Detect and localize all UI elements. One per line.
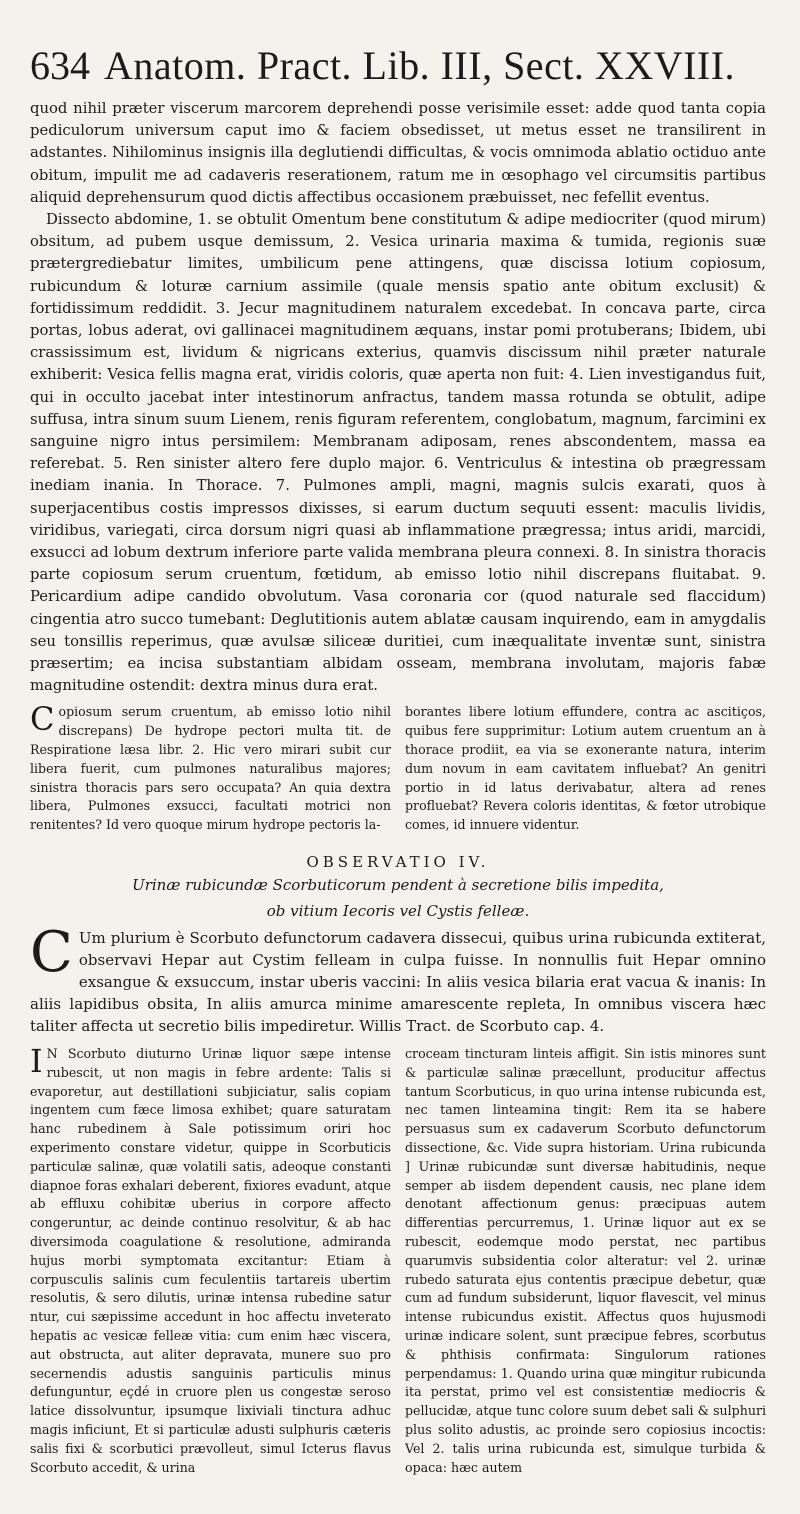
observation-commentary-columns [30, 1042, 766, 1477]
observation-subtitle-2: ob vitium Iecoris vel Cystis felleæ. [266, 902, 530, 921]
commentary-left-column [30, 700, 391, 835]
commentary-left-body: opiosum serum cruentum, ab emisso lotio nihil discrepans) De hydrope pectori multa tit. de Respiratione læsa libr. 2. Hic vero mirari subit cur libera fuerit, cum pulmones naturalibus majores; sinistra thoracis pars sero occupata? An quia dextra libera, Pulmones exsucci, facultati motrici non renitentes? Id vero quoque mirum hydrope pectoris la- [30, 704, 391, 833]
page-number: 634 [30, 43, 90, 88]
page-header [30, 42, 766, 98]
running-head: Anatom. Pract. Lib. III, Sect. XXVIII. [104, 43, 736, 88]
observation-title: OBSERVATIO IV. [306, 853, 490, 872]
observation-commentary-left-body: N Scorbuto diuturno Urinæ liquor sæpe intense rubescit, ut non magis in febre ardente: Talis si evaporetur, aut destillationi subjiciatur, salis copiam ingentem cum fæce limosa exhibet; quare saturatam hanc rubedinem à Sale potissimum oriri hoc experimento constare videtur, quippe in Scorbuticis particulæ salinæ, quæ volatili satis, adeoque constanti diapnoe foras exhalari deberent, fixiores evadunt, atque ab effluxu cohibitæ uberius in corpore affecto congeruntur, ac deinde continuo resolvitur, & ab hac diversimoda coagulatione & resolutione, admiranda hujus morbi symptomata excitantur: Etiam à corpusculis salinis cum feculentiis tartareis ubertim resolutis, & sero dilutis, urinæ intensa rubedine satur ntur, cui sæpissime accedunt in hoc affectu inveterato hepatis ac vesicæ felleæ vitia: cum enim hæc viscera, aut obstructa, aut aliter depravata, munere suo pro secernendis adustis sanguinis particulis minus defunguntur, eçdé in cruore plen us congestæ seroso latice dissolvuntur, ipsumque lixiviali tinctura adhuc magis inficiunt, Et si particulæ adusti sulphuris cæteris salis fixi & scorbutici prævolleut, simul Icterus flavus Scorbuto accedit, & urina [30, 1046, 391, 1475]
commentary-right-column [405, 703, 766, 835]
paragraph-1: quod nihil præter viscerum marcorem deprehendi posse verisimile esset: adde quod tanta copia pediculorum universum caput imo & faciem obsedisset, ut metus esset ne transilirent in adstantes. Nihilominus insignis illa deglutiendi difficultas, & vocis omnimoda ablatio octiduo ante obitum, impulit me ad cadaveris reserationem, ratum me in œsophago vel circumsitis partibus aliquid deprehensurum quod dictis affectibus occasionem præbuisset, nec fefellit eventus. [30, 100, 766, 206]
observation-text [30, 920, 766, 1037]
commentary-columns [30, 700, 766, 835]
paragraph-2: Dissecto abdomine, 1. se obtulit Omentum bene constitutum & adipe mediocriter (quod mirum) obsitum, ad pubem usque demissum, 2. Vesica urinaria maxima & tumida, regionis suæ prætergrediebatur limites, umbilicum pene attingens, quæ discissa lotium copiosum, rubicundum & loturæ carnium assimile (quale mensis spatio ante obitum exclusit) & fortidissimum reddidit. 3. Jecur magnitudinem naturalem excedebat. In concava parte, circa portas, lobus aderat, ovi gallinacei magnitudinem æquans, instar pomi protuberans; Ibidem, ubi crassissimum est, lividum & nigricans exterius, quamvis discissum nihil præter naturale exhiberit: Vesica fellis magna erat, viridis coloris, quæ aperta non fuit: 4. Lien investigandus fuit, qui in occulto jacebat inter intestinorum anfractus, tandem massa rotunda se obtulit, adipe suffusa, intra sinum suum Lienem, renis figuram referentem, conglobatum, magnum, farcimini ex sanguine nigro intus persimilem: Membranam adiposam, renes abscondentem, massa ea referebat. 5. Ren sinister altero fere duplo major. 6. Ventriculus & intestina ob prægressam inediam inania. In Thorace. 7. Pulmones ampli, magni, magnis sulcis exarati, quos à superjacentibus costis impressos dixisses, si earum ductum sequuti essent: maculis lividis, viridibus, variegati, circa dorsum nigri quasi ab inflammatione prægressa; intus aridi, marcidi, exsucci ad lobum dextrum inferiore parte valida membrana pleura connexi. 8. In sinistra thoracis parte copiosum serum cruentum, fœtidum, ab emisso lotio nihil discrepans fluitabat. 9. Pericardium adipe candido obvolutum. Vasa coronaria cor (quod naturale sed flaccidum) cingentia atro succo tumebant: Deglutitionis autem ablatæ causam inquirendo, eam in amygdalis seu tonsillis reperimus, quæ avulsæ siliceæ duritiei, cum inæqualitate inventæ sunt, sinistra præsertim; ea incisa substantiam albidam osseam, membrana involutam, majoris fabæ magnitudine ostendit: dextra minus dura erat. [30, 211, 766, 695]
observation-commentary-dropcap: I [30, 1042, 43, 1081]
commentary-left-text [30, 700, 391, 835]
observation-commentary-left [30, 1042, 391, 1477]
commentary-right-text: borantes libere lotium effundere, contra ac ascitiços, quibus fere supprimitur: Lotium autem cruentum an à thorace prodiit, ea via se exonerante natura, interim dum novum in eam cavitatem influebat? An genitri portio in id latus derivabatur, altera ad renes profluebat? Revera coloris identitas, & fœtor utrobique comes, id innuere videntur. [405, 704, 766, 833]
observation-commentary-right [405, 1045, 766, 1477]
commentary-dropcap: C [30, 700, 55, 739]
observation-commentary-right-text: croceam tincturam linteis affigit. Sin istis minores sunt & particulæ salinæ præcellunt, producitur affectus tantum Scorbuticus, in quo urina intense rubicunda est, nec tamen linteamina tingit: Rem ita se habere persuasus sum ex cadaverum Scorbuto defunctorum dissectione, &c. Vide supra historiam. Urina rubicunda ] Urinæ rubicundæ sunt diversæ habitudinis, neque semper ab iisdem dependent causis, nec plane idem denotant affectionum genus: præcipuas autem differentias percurremus, 1. Urinæ liquor aut ex se rubescit, eodemque modo perstat, nec partibus quarumvis subsidentia color alteratur: vel 2. urinæ rubedo saturata ejus contentis præcipue debetur, quæ cum ad fundum subsiderunt, liquor flavescit, vel minus intense rubicundus existit. Affectus quos hujusmodi urinæ indicare solent, sunt præcipue febres, scorbutus & phthisis confirmata: Singulorum rationes perpendamus: 1. Quando urina quæ mingitur rubicunda ita perstat, primo vel est consistentiæ mediocris & pellucidæ, atque tunc colore suum debet sali & sulphuri plus solito adustis, ac proinde sero copiosius incoctis: Vel 2. talis urina rubicunda est, simulque turbida & opaca: hæc autem [405, 1046, 766, 1475]
observation-commentary-left-text [30, 1042, 391, 1477]
observation-body: Um plurium è Scorbuto defunctorum cadavera dissecui, quibus urina rubicunda extiterat, observavi Hepar aut Cystim felleam in culpa fuisse. In nonnullis fuit Hepar omnino exsangue & exsuccum, instar uberis vaccini: In aliis vesica bilaria erat vacua & inanis: In aliis lapidibus obsita, In aliis amurca minime amarescente repleta, In omnibus viscera hæc taliter affecta ut secretio bilis impediretur. Willis Tract. de Scorbuto cap. 4. [30, 929, 766, 1036]
observation-dropcap: C [30, 920, 73, 986]
observation-subtitle-1: Urinæ rubicundæ Scorbuticorum pendent à secretione bilis impedita, [132, 876, 664, 895]
